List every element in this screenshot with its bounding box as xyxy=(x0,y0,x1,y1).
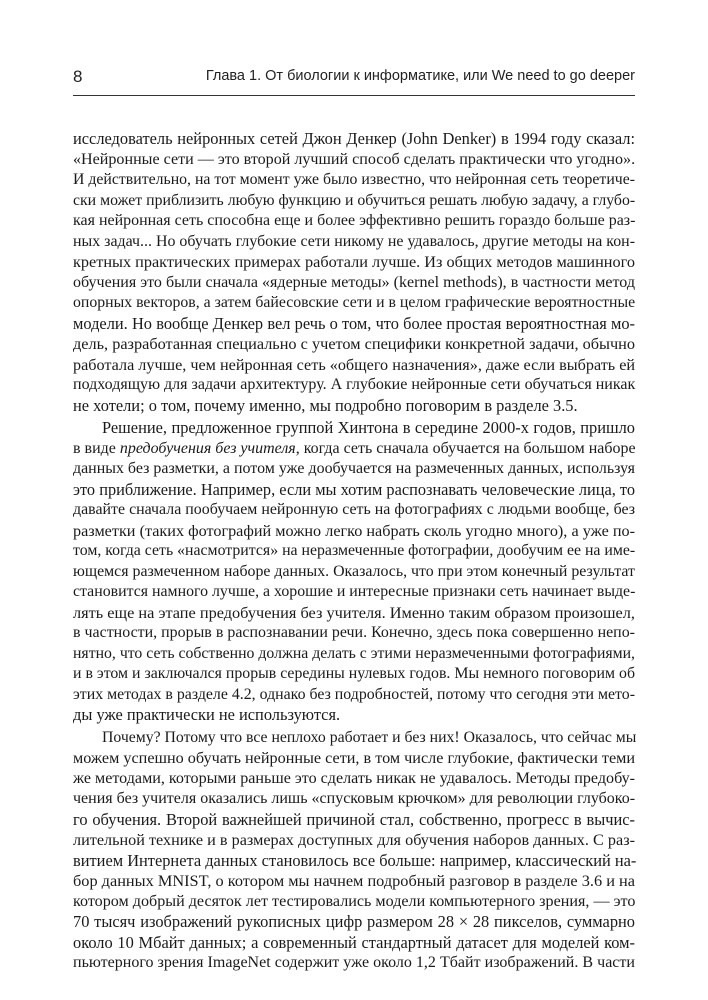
text-line: пьютерного зрения ImageNet содержит уже около 1,2 Тбайт изображений. В части xyxy=(73,954,635,972)
text-line: чения без учителя оказались лишь «спусковым крючком» для революции глубоко- xyxy=(73,790,636,808)
text-line: модели. Но вообще Денкер вел речь о том, что более простая вероятностная мо- xyxy=(73,313,635,333)
text-line: опорных векторов, а затем байесовские сети и в целом графические вероятностные xyxy=(73,294,636,312)
text-line: лительной технике и в размерах доступных для обучения наборов данных. С раз- xyxy=(73,831,635,850)
text-line: кая нейронная сеть способна еще и более эффективно решить гораздо больше раз- xyxy=(73,212,636,230)
text-line-with-emphasis xyxy=(73,439,635,460)
emphasis-term: предобучения без учителя xyxy=(119,439,296,457)
text-line: этих методах в разделе 4.2, однако без подробностей, потому что сегодня эти мето- xyxy=(73,685,635,703)
text-line: нятно, что сеть собственно должна делать с этими неразмеченными фотографиями, xyxy=(73,644,635,662)
text-line: это приближение. Например, если мы хотим распознавать человеческие лица, то xyxy=(73,479,635,499)
text-line: ды уже практически не используются. xyxy=(73,705,341,725)
text-line: разметки (таких фотографий можно легко набрать сколь угодно много), а уже по- xyxy=(73,521,635,540)
text-line: можем успешно обучать нейронные сети, в том числе глубокие, фактически теми xyxy=(73,749,636,768)
text-line: исследователь нейронных сетей Джон Денкер (John Denker) в 1994 году сказал: xyxy=(73,129,635,148)
text-line: не хотели; о том, почему именно, мы подробно поговорим в разделе 3.5. xyxy=(73,395,578,415)
text-line: витием Интернета данных становилось все больше: например, классический на- xyxy=(73,850,637,870)
text-line: дель, разработанная специально с учетом специфики конкретной задачи, обычно xyxy=(73,334,635,354)
text-line: подходящую для задачи архитектуру. А глубокие нейронные сети обучаться никак xyxy=(73,376,636,394)
text-span: в виде xyxy=(73,439,116,457)
text-line: том, когда сеть «насмотрится» на неразмеченные фотографии, дообучим ее на име- xyxy=(73,542,636,560)
text-line: давайте сначала пообучаем нейронную сеть на фотографиях с людьми вообще, без xyxy=(73,501,635,519)
text-line: становится намного лучше, а хорошие и интересные признаки сеть начинает выде- xyxy=(73,583,636,601)
running-header: Глава 1. От биологии к информатике, или We need to go deeper xyxy=(205,68,635,84)
text-line: кретных практических примерах работали лучше. Из общих методов машинного xyxy=(73,253,635,272)
text-line: ных задач... Но обучать глубокие сети никому не удавалось, другие методы на кон- xyxy=(73,232,635,250)
text-line: И действительно, на тот момент уже было известно, что нейронная сеть теоретиче- xyxy=(73,171,635,189)
text-line: го обучения. Второй важнейшей причиной стал, собственно, прогресс в вычис- xyxy=(73,809,635,829)
text-line: ющемся размеченном наборе данных. Оказалось, что при этом конечный результат xyxy=(73,562,635,580)
text-line: лять еще на этапе предобучения без учителя. Именно таким образом произошел, xyxy=(73,602,635,622)
text-line: в частности, прорыв в распознавании речи. Конечно, здесь пока совершенно непо- xyxy=(73,624,635,642)
text-line: котором добрый десяток лет тестировались модели компьютерного зрения, — это xyxy=(73,892,636,910)
text-line: бор данных MNIST, о котором мы начнем подробный разговор в разделе 3.6 и на xyxy=(73,871,635,891)
text-line: и в этом и заключался прорыв середины нулевых годов. Мы немного поговорим об xyxy=(73,665,635,683)
text-line: обучения это были сначала «ядерные методы» (kernel methods), в частности метод xyxy=(73,273,635,291)
text-line: «Нейронные сети — это второй лучший способ сделать практически что угодно». xyxy=(73,150,636,168)
text-line: около 10 Мбайт данных; а современный стандартный датасет для моделей ком- xyxy=(73,932,635,952)
text-line: же методами, которыми раньше это сделать никак не удавалось. Методы предобу- xyxy=(73,769,636,787)
text-span: , когда сеть сначала обучается на большом наборе xyxy=(295,439,636,457)
text-line: Почему? Потому что все неплохо работает и без них! Оказалось, что сейчас мы xyxy=(102,728,637,746)
text-line: Решение, предложенное группой Хинтона в середине 2000-х годов, пришло xyxy=(102,418,635,438)
text-line: 70 тысяч изображений рукописных цифр размером 28 × 28 пикселов, суммарно xyxy=(73,912,635,932)
header-rule xyxy=(73,95,635,96)
text-line: данных без разметки, а потом уже дообучается на размеченных данных, используя xyxy=(73,460,635,478)
page-number: 8 xyxy=(73,67,83,86)
text-line: ски может приблизить любую функцию и обучиться решать любую задачу, а глубо- xyxy=(73,191,636,209)
text-line: работала лучше, чем нейронная сеть «общего назначения», даже если выбрать ей xyxy=(73,355,636,374)
